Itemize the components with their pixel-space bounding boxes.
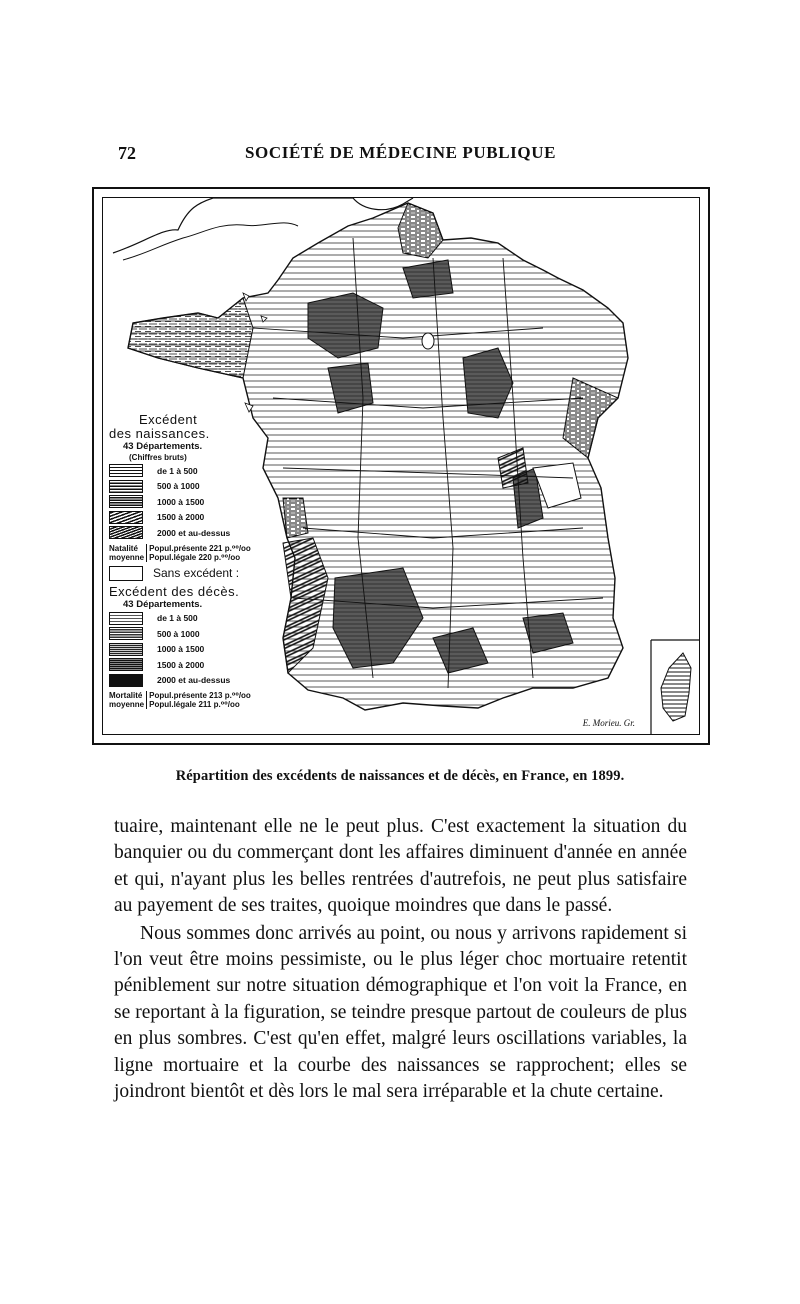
legend-births-row bbox=[109, 510, 279, 526]
legend-deaths-row bbox=[109, 611, 279, 627]
legend-births-departments: 43 Départements. bbox=[123, 441, 203, 452]
legend-swatch bbox=[109, 480, 143, 493]
legend-swatch-white bbox=[109, 566, 143, 581]
legend-range-label: 1500 à 2000 bbox=[157, 512, 205, 523]
natality-label-1: Natalité bbox=[109, 543, 138, 553]
legend-swatch bbox=[109, 643, 143, 656]
legend-deaths-row bbox=[109, 626, 279, 642]
legend-no-excess bbox=[109, 566, 279, 581]
legend-swatch bbox=[109, 612, 143, 625]
page-header bbox=[118, 143, 683, 169]
map-legend bbox=[109, 413, 279, 709]
legend-range-label: de 1 à 500 bbox=[157, 613, 198, 624]
legend-swatch bbox=[109, 526, 143, 539]
mortality-label-2: moyenne bbox=[109, 700, 145, 709]
legend-births-row bbox=[109, 525, 279, 541]
map-figure bbox=[92, 187, 710, 745]
natality-present: Popul.présente 221 p.⁰⁰/oo bbox=[149, 543, 251, 553]
mortality-legal: Popul.légale 211 p.⁰⁰/oo bbox=[149, 700, 240, 709]
natality-rate bbox=[109, 544, 279, 562]
legend-births-note: (Chiffres bruts) bbox=[129, 453, 187, 462]
legend-births-title-1: Excédent bbox=[139, 412, 198, 427]
legend-range-label: 1500 à 2000 bbox=[157, 659, 205, 670]
legend-range-label: 2000 et au-dessus bbox=[157, 527, 231, 538]
france-map bbox=[102, 197, 700, 735]
paragraph: tuaire, maintenant elle ne le peut plus. C'est exactement la situation du banquier ou du commerçant dont les affaires diminuent d'année en année et qui, n'ayant plus les belles rentrées d'autrefois, ne peut plus satisfaire au payement de ses traites, quoique moindres que dans le passé. bbox=[114, 816, 687, 917]
legend-deaths-row bbox=[109, 673, 279, 689]
legend-births-row bbox=[109, 479, 279, 495]
legend-deaths-row bbox=[109, 657, 279, 673]
engraver-signature: E. Morieu. Gr. bbox=[582, 718, 635, 728]
mortality-label-1: Mortalité bbox=[109, 691, 143, 700]
legend-range-label: de 1 à 500 bbox=[157, 465, 198, 476]
legend-swatch bbox=[109, 627, 143, 640]
mortality-rate bbox=[109, 691, 279, 709]
legend-range-label: 2000 et au-dessus bbox=[157, 675, 231, 686]
legend-range-label: 500 à 1000 bbox=[157, 628, 200, 639]
running-title: SOCIÉTÉ DE MÉDECINE PUBLIQUE bbox=[244, 143, 557, 162]
legend-deaths-departments: 43 Départements. bbox=[123, 598, 203, 610]
legend-births-row bbox=[109, 494, 279, 510]
legend-deaths-title: Excédent des décès. bbox=[109, 583, 240, 599]
legend-swatch bbox=[109, 511, 143, 524]
paragraph: Nous sommes donc arrivés au point, ou nous y arrivons rapidement si l'on veut être moins pessimiste, ou le plus léger choc mortuaire retentit péniblement sur notre situation démographique et l'on voit la France, en se reportant à la figuration, se teindre presque partout de couleurs de plus en plus sombres. C'est qu'en effet, malgré leurs oscillations variables, la ligne mortuaire et la courbe des naissances se rapprochent; elles se joindront bientôt et dès lors le mal sera irréparable et la chute certaine. bbox=[114, 922, 687, 1103]
natality-legal: Popul.légale 220 p.⁰⁰/oo bbox=[149, 552, 241, 562]
legend-swatch bbox=[109, 674, 143, 687]
body-text bbox=[114, 814, 687, 1105]
figure-caption: Répartition des excédents de naissances et de décès, en France, en 1899. bbox=[175, 768, 625, 784]
legend-births-title-2: des naissances. bbox=[109, 426, 210, 441]
legend-births-row bbox=[109, 463, 279, 479]
legend-swatch bbox=[109, 464, 143, 477]
legend-swatch bbox=[109, 495, 143, 508]
page-number: 72 bbox=[118, 143, 136, 163]
legend-range-label: 1000 à 1500 bbox=[157, 496, 205, 507]
legend-range-label: 500 à 1000 bbox=[157, 481, 200, 492]
legend-no-excess-label: Sans excédent : bbox=[153, 566, 240, 580]
mortality-present: Popul.présente 213 p.⁰⁰/oo bbox=[149, 691, 251, 700]
legend-swatch bbox=[109, 658, 143, 671]
legend-range-label: 1000 à 1500 bbox=[157, 644, 205, 655]
natality-label-2: moyenne bbox=[109, 552, 145, 562]
legend-deaths-row bbox=[109, 642, 279, 658]
